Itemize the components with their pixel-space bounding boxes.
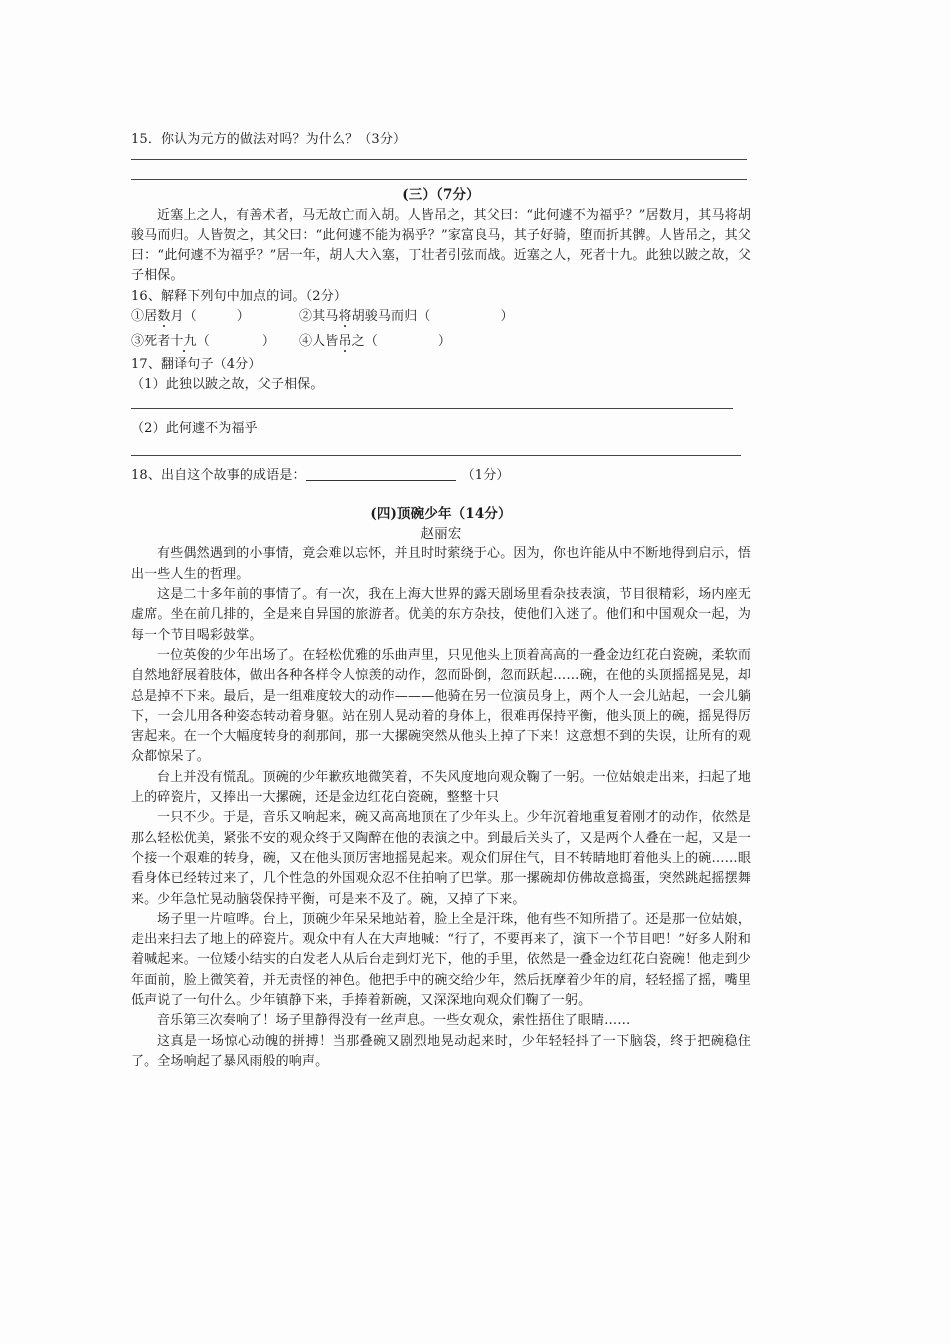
question-17-sentence-1: （1）此独以跛之故，父子相保。 <box>131 376 324 392</box>
story-paragraph: 一位英俊的少年出场了。在轻松优雅的乐曲声里，只见他头上顶着高高的一叠金边红花白瓷碗，柔软而自然地舒展着肢体，做出各种各样令人惊羡的动作，忽而卧倒，忽而跃起……碗，在他的头顶摇摇晃晃，却总是掉不下来。最后，是一组难度较大的动作———他骑在另一位演员身上，两个人一会儿站起，一会儿躺下，一会儿用各种姿态转动着身躯。站在别人晃动着的身体上，很难再保持平衡，他头顶上的碗，摇晃得厉害起来。在一个大幅度转身的刹那间，那一大摞碗突然从他头上掉了下来！这意想不到的失误，让所有的观众都惊呆了。 <box>131 647 751 765</box>
story-paragraph: 一只不少。于是，音乐又响起来，碗又高高地顶在了少年头上。少年沉着地重复着刚才的动作，依然是那么轻松优美，紧张不安的观众终于又陶醉在他的表演之中。到最后关头了，又是两个人叠在一起，又是一个接一个艰难的转身，碗，又在他头顶厉害地摇晃起来。观众们屏住气，目不转睛地盯着他头上的碗……眼看身体已经转过来了，几个性急的外国观众忍不住拍响了巴掌。那一摞碗却仿佛故意捣蛋，突然跳起摇摆舞来。少年急忙晃动脑袋保持平衡，可是来不及了。碗，又掉了下来。 <box>131 810 751 907</box>
q16-item-3: ③死者十九（ ） <box>131 334 276 350</box>
question-18-points: （1分） <box>461 467 510 483</box>
story-paragraph: 音乐第三次奏响了！场子里静得没有一丝声息。一些女观众，索性捂住了眼睛…… <box>157 1013 631 1029</box>
question-18 <box>131 466 751 486</box>
question-17-sentence-2: （2）此何遽不为福乎 <box>131 421 258 437</box>
question-18-blank[interactable] <box>306 466 456 481</box>
exam-content <box>131 130 751 1072</box>
question-18-label: 18、出自这个故事的成语是： <box>131 467 306 483</box>
question-15: 15．你认为元方的做法对吗？为什么？（3分） <box>131 132 407 147</box>
question-17: 17、翻译句子（4分） <box>131 356 262 372</box>
story-paragraph: 有些偶然遇到的小事情，竟会难以忘怀，并且时时萦绕于心。因为，你也许能从中不断地得到启示，悟出一些人生的哲理。 <box>131 546 751 582</box>
section-4-author: 赵丽宏 <box>420 526 462 543</box>
answer-line-15b[interactable] <box>131 179 747 180</box>
q16-item-2: ②其马将胡骏马而归（ ） <box>299 309 514 325</box>
answer-line-17-2[interactable] <box>131 455 741 456</box>
question-16: 16、解释下列句中加点的词。（2分） <box>131 288 348 304</box>
question-16-row-1 <box>131 307 751 327</box>
section-3-title: (三）（7分） <box>402 187 480 204</box>
q16-item-4: ④人皆吊之（ ） <box>299 334 452 350</box>
q16-item-1: ①居数月（ ） <box>131 309 250 325</box>
story-paragraph: 台上并没有慌乱。顶碗的少年歉疚地微笑着，不失风度地向观众鞠了一躬。一位姑娘走出来，扫起了地上的碎瓷片，又捧出一大摞碗，还是金边红花白瓷碗，整整十只 <box>131 769 751 806</box>
story-paragraph: 这是二十多年前的事情了。有一次，我在上海大世界的露天剧场里看杂技表演，节目很精彩，场内座无虚席。坐在前几排的，全是来自异国的旅游者。优美的东方杂技，使他们入迷了。他们和中国观众一起，为每一个节目喝彩鼓掌。 <box>131 587 751 643</box>
question-16-row-2 <box>131 332 751 352</box>
answer-line-17-1[interactable] <box>131 408 733 409</box>
answer-line-15a[interactable] <box>131 159 747 160</box>
section-3-passage: 近塞上之人，有善术者，马无故亡而入胡。人皆吊之，其父曰：“此何遽不为福乎？”居数月，其马将胡骏马而归。人皆贺之，其父曰：“此何遽不能为祸乎？”家富良马，其子好骑，堕而折其髀。人皆吊之，其父曰：“此何遽不为福乎？”居一年，胡人大入塞，丁壮者引弦而战。近塞之人，死者十九。此独以跛之故，父子相保。 <box>131 207 751 284</box>
section-4-title: (四)顶碗少年（14分） <box>370 505 512 522</box>
story-paragraph: 这真是一场惊心动魄的拼搏！当那叠碗又剧烈地晃动起来时，少年轻轻抖了一下脑袋，终于把碗稳住了。全场响起了暴风雨般的响声。 <box>131 1033 751 1069</box>
story-paragraph: 场子里一片喧哗。台上，顶碗少年呆呆地站着，脸上全是汗珠，他有些不知所措了。还是那一位姑娘，走出来扫去了地上的碎瓷片。观众中有人在大声地喊：“行了，不要再来了，演下一个节目吧！”好多人附和着喊起来。一位矮小结实的白发老人从后台走到灯光下，他的手里，依然是一叠金边红花白瓷碗！他走到少年面前，脸上微笑着，并无责怪的神色。他把手中的碗交给少年，然后抚摩着少年的肩，轻轻摇了摇，嘴里低声说了一句什么。少年镇静下来，手捧着新碗，又深深地向观众们鞠了一躬。 <box>131 911 751 1008</box>
